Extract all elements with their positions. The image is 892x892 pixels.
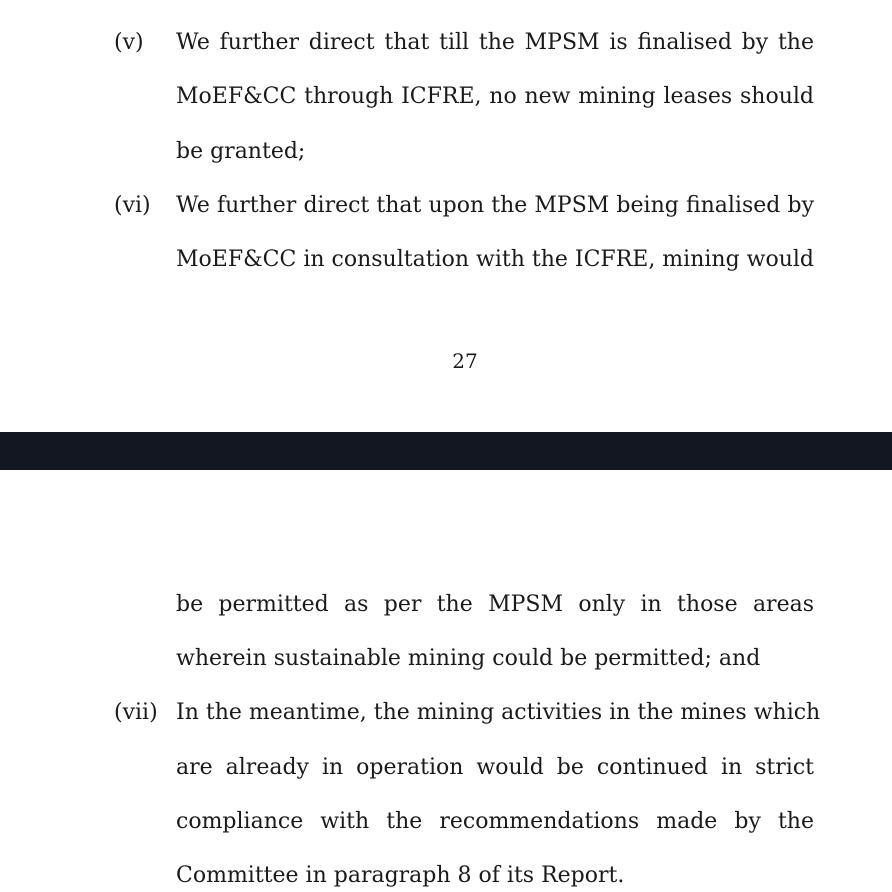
page-divider [0, 432, 892, 470]
page-bottom [0, 470, 892, 892]
continuation-line-1: be permitted as per the MPSM only in those areas [176, 592, 814, 617]
item-marker-v: (v) [114, 30, 144, 55]
item-marker-vi: (vi) [114, 193, 151, 218]
page-top [0, 0, 892, 432]
page-number: 27 [452, 349, 478, 373]
item-marker-vii: (vii) [114, 700, 158, 725]
item-vi-line-1: We further direct that upon the MPSM being finalised by [176, 193, 814, 218]
item-v-line-2: MoEF&CC through ICFRE, no new mining leases should [176, 84, 814, 109]
item-v-line-1: We further direct that till the MPSM is finalised by the [176, 30, 814, 55]
item-vii-line-2: are already in operation would be continued in strict [176, 755, 814, 780]
continuation-line-2: wherein sustainable mining could be permitted; and [176, 646, 761, 671]
item-vii-line-3: compliance with the recommendations made by the [176, 809, 814, 834]
item-vii-line-4: Committee in paragraph 8 of its Report. [176, 863, 625, 888]
item-vii-line-1: In the meantime, the mining activities in the mines which [176, 700, 821, 725]
item-v-line-3: be granted; [176, 139, 306, 164]
item-vi-line-2: MoEF&CC in consultation with the ICFRE, mining would [176, 247, 815, 272]
